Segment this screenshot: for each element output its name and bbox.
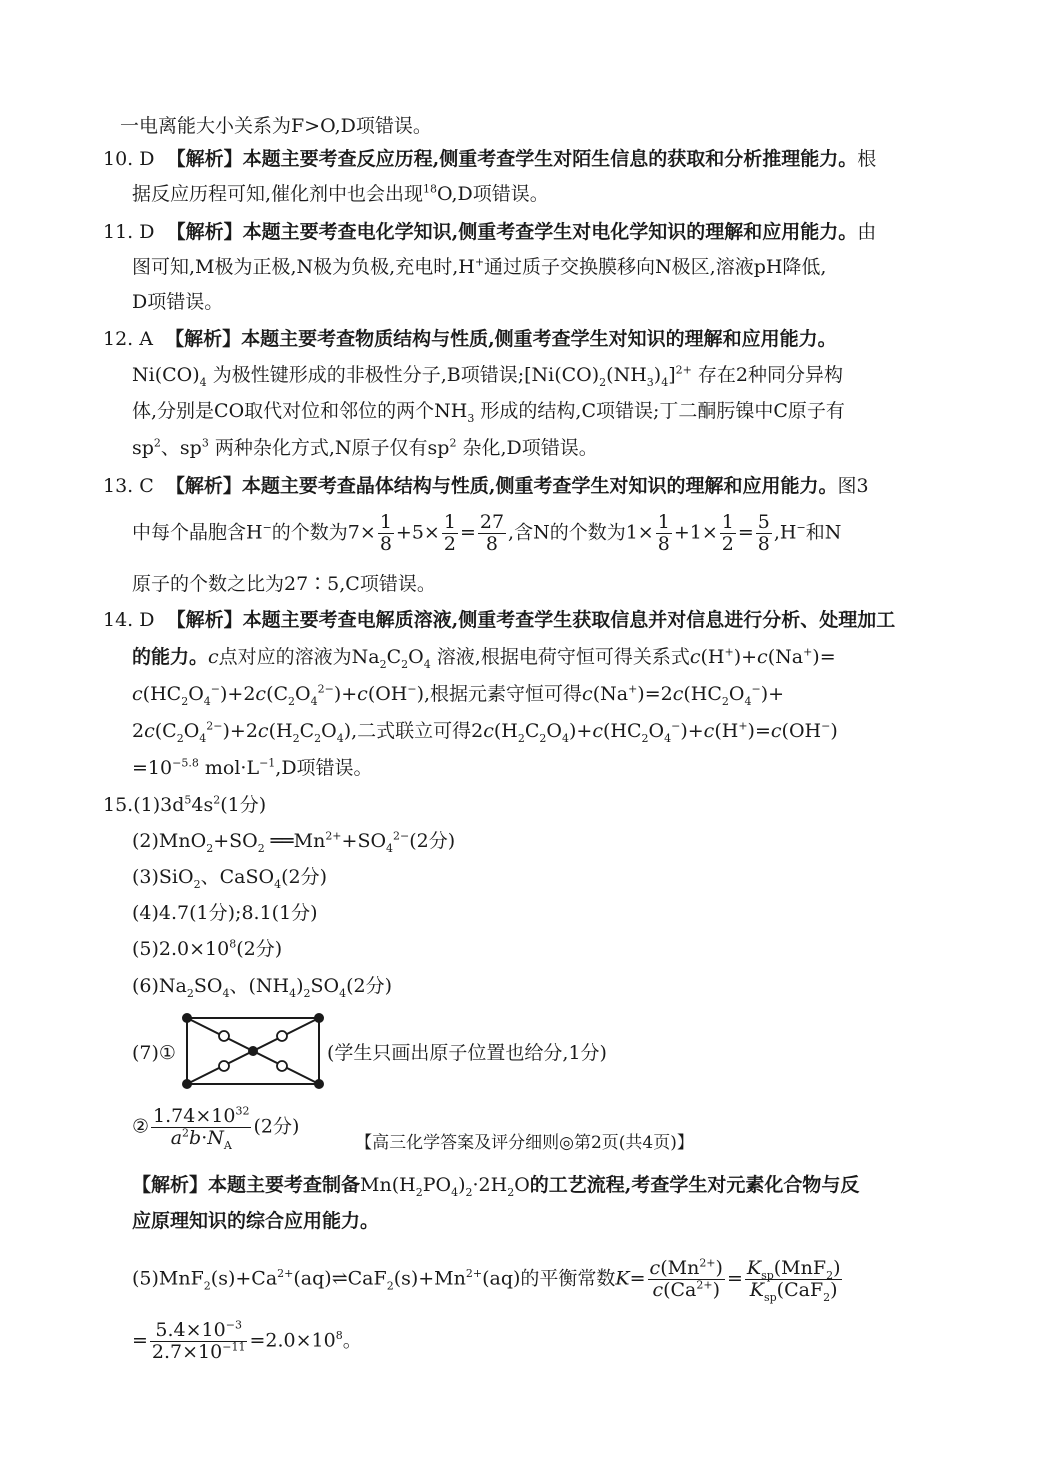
q15-part-7b-label: ② xyxy=(132,1115,150,1138)
q14-line-4: $2c(C_2O_4^{2-})+2c(H_2C_2O_4)$,二式联立可得$2c(H_2C_2O_4)+c(HC_2O_4^-)+c(H^+)=c(OH^-)$ xyxy=(132,719,838,745)
q11-line-1: 11. D 【解析】本题主要考查电化学知识,侧重考查学生对电化学知识的理解和应用能力。由 xyxy=(103,221,877,243)
q15-part-3: (3)SiO$_2$、CaSO$_4$(2分) xyxy=(132,866,327,891)
q15-part-7-note: (学生只画出原子位置也给分,1分) xyxy=(327,1042,607,1064)
open-atom xyxy=(219,1061,229,1071)
q15-part-7-label: (7)① xyxy=(132,1042,176,1064)
open-atom xyxy=(277,1031,287,1041)
jiexi-line-2: 应原理知识的综合应用能力。 xyxy=(132,1210,380,1232)
q13-line-3: 原子的个数之比为27∶5,C项错误。 xyxy=(132,573,436,595)
equilibrium-constant-line: $(5)MnF_2(s)+Ca^{2+}(aq)\rightleftharpoons CaF_2(s)+Mn^{2+}(aq)$的平衡常数K= $\frac{c(Mn^{2+})}{c(Ca^{2+})}$ = $\frac{K_{sp}(MnF_2)}{K_{sp}(CaF_2)}$ xyxy=(132,1256,841,1304)
q11-line-3: D项错误。 xyxy=(132,291,224,313)
q12-line-3: 体,分别是CO取代对位和邻位的两个$NH_3$ 形成的结构,C项错误;丁二酮肟镍中C原子有 xyxy=(132,400,845,425)
q13-line-2: 中每个晶胞含H−的个数为7× $\frac{1}{8}$ +5× $\frac{1}{2}$ = $\frac{27}{8}$ ,含N的个数为1× $\frac{1}{8}$ +1× $\frac{1}{2}$ = $\frac{5}{8}$ ,H−和N xyxy=(132,511,842,555)
text-line-0: 一电离能大小关系为F>O,D项错误。 xyxy=(120,115,432,137)
q11-line-2: 图可知,M极为正极,N极为负极,充电时,H+通过质子交换膜移向N极区,溶液pH降低, xyxy=(132,255,827,278)
corner-atom xyxy=(314,1079,324,1089)
corner-atom xyxy=(314,1013,324,1023)
q14-line-1: 14. D 【解析】本题主要考查电解质溶液,侧重考查学生获取信息并对信息进行分析、处理加工 xyxy=(103,609,896,631)
equilibrium-value-line: = $\frac{5.4\times 10^{-3}}{2.7\times 10^{-11}}$ $=2.0\times 10^8$。 xyxy=(132,1318,362,1363)
open-atom xyxy=(277,1061,287,1071)
open-atom xyxy=(219,1031,229,1041)
page-footer: 【高三化学答案及评分细则◎第2页(共4页)】 xyxy=(355,1133,694,1153)
crystal-structure-diagram xyxy=(178,1010,328,1092)
q15-part-5: $(5)2.0\times 10^8(2$分) xyxy=(132,937,283,960)
q12-line-4: $sp^2$、$sp^3$ 两种杂化方式,N原子仅有$sp^2$ 杂化,D项错误。 xyxy=(132,436,598,459)
q12-line-2: $Ni(CO)_4$ 为极性键形成的非极性分子,B项错误$;[Ni(CO)_2(NH_3)_4]^{2+}$ 存在2种同分异构 xyxy=(132,363,843,389)
q13-line-1: 13. C 【解析】本题主要考查晶体结构与性质,侧重考查学生对知识的理解和应用能力。图3 xyxy=(103,475,869,497)
corner-atom xyxy=(182,1013,192,1023)
q15-part-7b-score: (2分) xyxy=(253,1115,300,1138)
q14-line-2: 的能力。c点对应的溶液为$Na_2C_2O_4$ 溶液,根据电荷守恒可得关系式c(H+)+c(Na+)= xyxy=(132,645,836,671)
q15-part-4: (4)4.7(1分);8.1(1分) xyxy=(132,902,318,924)
q10-line-2: 据反应历程可知,催化剂中也会出现$^{18}$O,D项错误。 xyxy=(132,182,549,205)
density-fraction: $\frac{1.74\times 10^{32}}{a^2b\cdot N_A}$ xyxy=(153,1104,250,1152)
q14-line-5: $=10^{-5.8}$ $mol\cdot L^{-1},D$项错误。 xyxy=(132,756,373,779)
q15-part-1: $15.(1)3d^54s^2(1$分) xyxy=(103,793,267,816)
jiexi-line-1: 【解析】本题主要考查制备$Mn(H_2PO_4)_2\cdot 2H_2O$的工艺流程,考查学生对元素化合物与反 xyxy=(132,1174,860,1199)
q15-part-6: $(6)Na_2SO_4$、$(NH_4)_2SO_4(2$分) xyxy=(132,975,393,1000)
q10-line-1: 10. D 【解析】本题主要考查反应历程,侧重考查学生对陌生信息的获取和分析推理能力。根 xyxy=(103,148,877,170)
q12-line-1: 12. A 【解析】本题主要考查物质结构与性质,侧重考查学生对知识的理解和应用能力。 xyxy=(103,328,837,350)
q15-part-2: $(2)MnO_2+SO_2$ $══Mn^{2+}+SO_4^{2-}(2$分) xyxy=(132,829,456,855)
corner-atom xyxy=(182,1079,192,1089)
q14-line-3: $c(HC_2O_4^-)+2c(C_2O_4^{2-})+c(OH^-)$,根据元素守恒可得$c(Na^+)=2c(HC_2O_4^-)+$ xyxy=(132,682,785,708)
center-atom xyxy=(248,1046,258,1056)
